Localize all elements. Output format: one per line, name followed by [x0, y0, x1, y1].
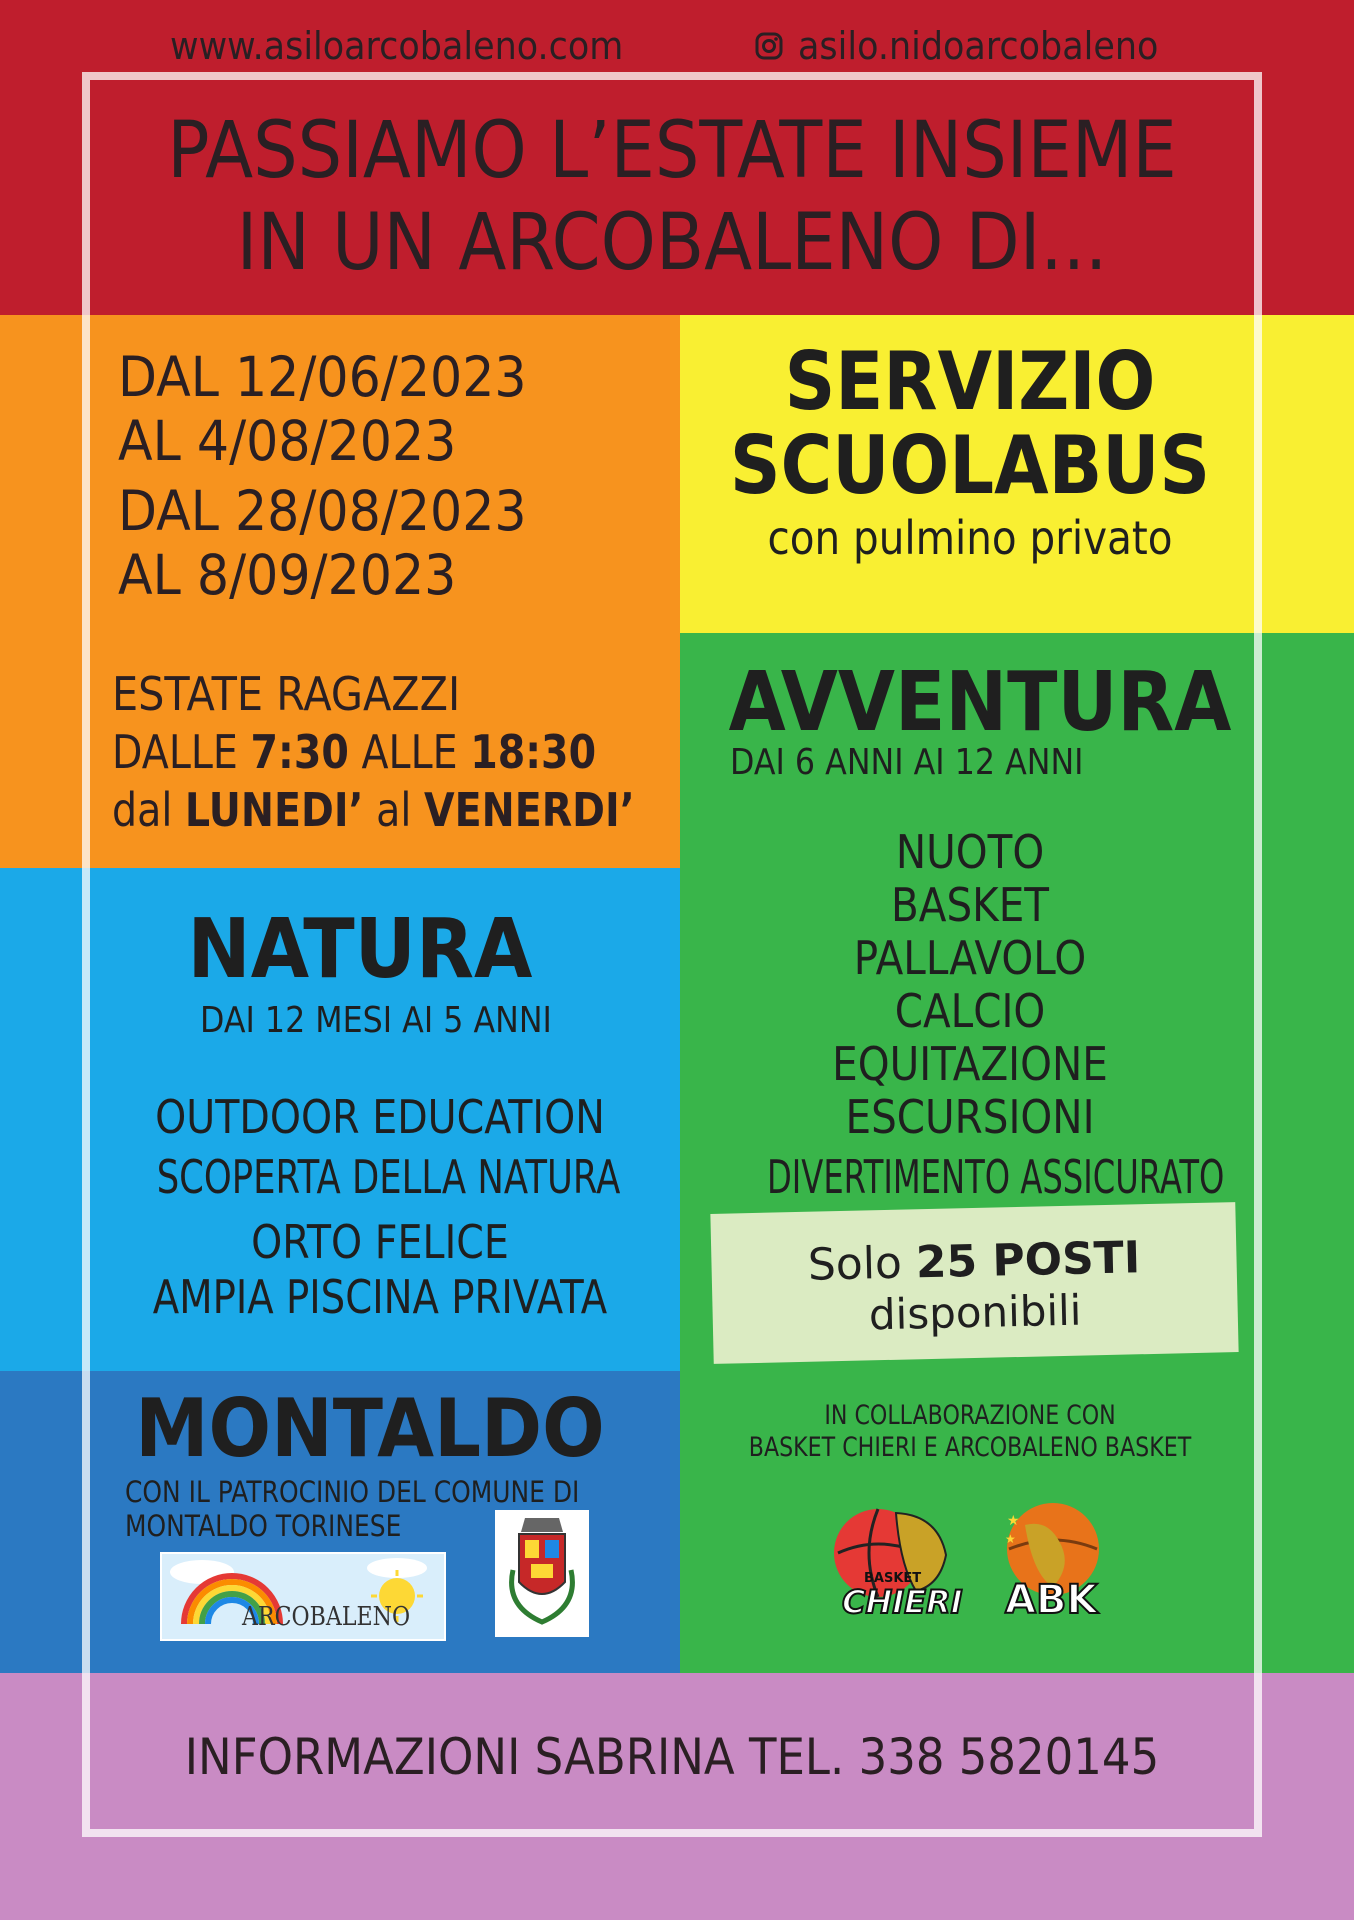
day-start: LUNEDI’ [184, 783, 364, 837]
period-2-from: DAL 28/08/2023 [118, 479, 527, 543]
svg-text:★: ★ [1007, 1513, 1020, 1529]
arcobaleno-logo [160, 1552, 446, 1641]
activity-escursioni: ESCURSIONI [845, 1090, 1095, 1144]
natura-activity-orto: ORTO FELICE [251, 1215, 509, 1269]
basket-chieri-logo [828, 1495, 963, 1625]
patronage-line-1: CON IL PATROCINIO DEL COMUNE DI [125, 1475, 580, 1509]
svg-text:★: ★ [1005, 1532, 1016, 1546]
natura-title: NATURA [187, 902, 533, 997]
day-end: VENERDI’ [423, 783, 635, 837]
main-title [82, 105, 1262, 305]
period-1-from: DAL 12/06/2023 [118, 345, 527, 409]
bus-title-line-1: SERVIZIO [784, 335, 1156, 428]
dates-block [118, 345, 658, 607]
schedule-hours [112, 723, 597, 781]
days-prefix: dal [112, 783, 173, 837]
natura-activities [90, 1090, 670, 1330]
instagram-handle[interactable]: asilo.nidoarcobaleno [798, 24, 1159, 68]
activity-calcio: CALCIO [894, 984, 1046, 1038]
abk-logo-text: ABK [1005, 1577, 1098, 1623]
patronage-line-2: MONTALDO TORINESE [125, 1509, 402, 1543]
avventura-activities [680, 825, 1260, 1205]
title-line-1: PASSIAMO L’ESTATE INSIEME [167, 106, 1177, 196]
coat-of-arms-logo [495, 1510, 589, 1637]
lilac-band [0, 1673, 1354, 1920]
seats-count: 25 POSTI [915, 1232, 1141, 1289]
seats-suffix: disponibili [868, 1285, 1082, 1340]
website-link[interactable]: www.asiloarcobaleno.com [170, 24, 624, 68]
seats-prefix: Solo [807, 1237, 903, 1291]
chieri-logo-text: CHIERI [842, 1583, 963, 1621]
avventura-age: DAI 6 ANNI AI 12 ANNI [730, 742, 1084, 783]
activity-nuoto: NUOTO [895, 825, 1045, 879]
to-time: 18:30 [470, 725, 597, 779]
activity-pallavolo: PALLAVOLO [853, 931, 1087, 985]
coat-of-arms-icon [495, 1510, 589, 1637]
period-2-to: AL 8/09/2023 [118, 543, 457, 607]
footer-info: INFORMAZIONI SABRINA TEL. 338 5820145 [184, 1728, 1160, 1786]
days-mid: al [376, 783, 412, 837]
to-word: ALLE [361, 725, 458, 779]
montaldo-title: MONTALDO [135, 1382, 605, 1475]
natura-age: DAI 12 MESI AI 5 ANNI [200, 1000, 552, 1041]
collaboration-line-2: BASKET CHIERI E ARCOBALENO BASKET [748, 1432, 1192, 1463]
instagram-icon [755, 32, 783, 64]
natura-activity-piscina: AMPIA PISCINA PRIVATA [152, 1270, 608, 1324]
collaboration-line-1: IN COLLABORAZIONE CON [824, 1400, 1116, 1431]
natura-activity-outdoor: OUTDOOR EDUCATION [155, 1090, 605, 1144]
schedule-block [112, 665, 672, 839]
schedule-heading: ESTATE RAGAZZI [112, 667, 461, 721]
chieri-logo-text-top: BASKET [864, 1571, 922, 1586]
abk-logo [995, 1495, 1110, 1625]
natura-activity-scoperta: SCOPERTA DELLA NATURA [156, 1150, 621, 1204]
seats-note [710, 1202, 1238, 1364]
activity-basket: BASKET [890, 878, 1050, 932]
avventura-title: AVVENTURA [728, 655, 1232, 750]
arcobaleno-logo-text: ARCOBALENO [242, 1602, 411, 1632]
collaboration-text [680, 1400, 1260, 1464]
title-line-2: IN UN ARCOBALENO DI... [236, 198, 1108, 288]
bus-service-block [680, 335, 1260, 568]
activity-divertimento: DIVERTIMENTO ASSICURATO [767, 1150, 1225, 1204]
bus-title-line-2: SCUOLABUS [729, 419, 1211, 512]
activity-equitazione: EQUITAZIONE [832, 1037, 1108, 1091]
from-time: 7:30 [250, 725, 349, 779]
schedule-days [112, 781, 635, 839]
from-word: DALLE [112, 725, 238, 779]
header [0, 20, 1354, 70]
bus-subtitle: con pulmino privato [767, 511, 1173, 565]
period-1-to: AL 4/08/2023 [118, 409, 457, 473]
